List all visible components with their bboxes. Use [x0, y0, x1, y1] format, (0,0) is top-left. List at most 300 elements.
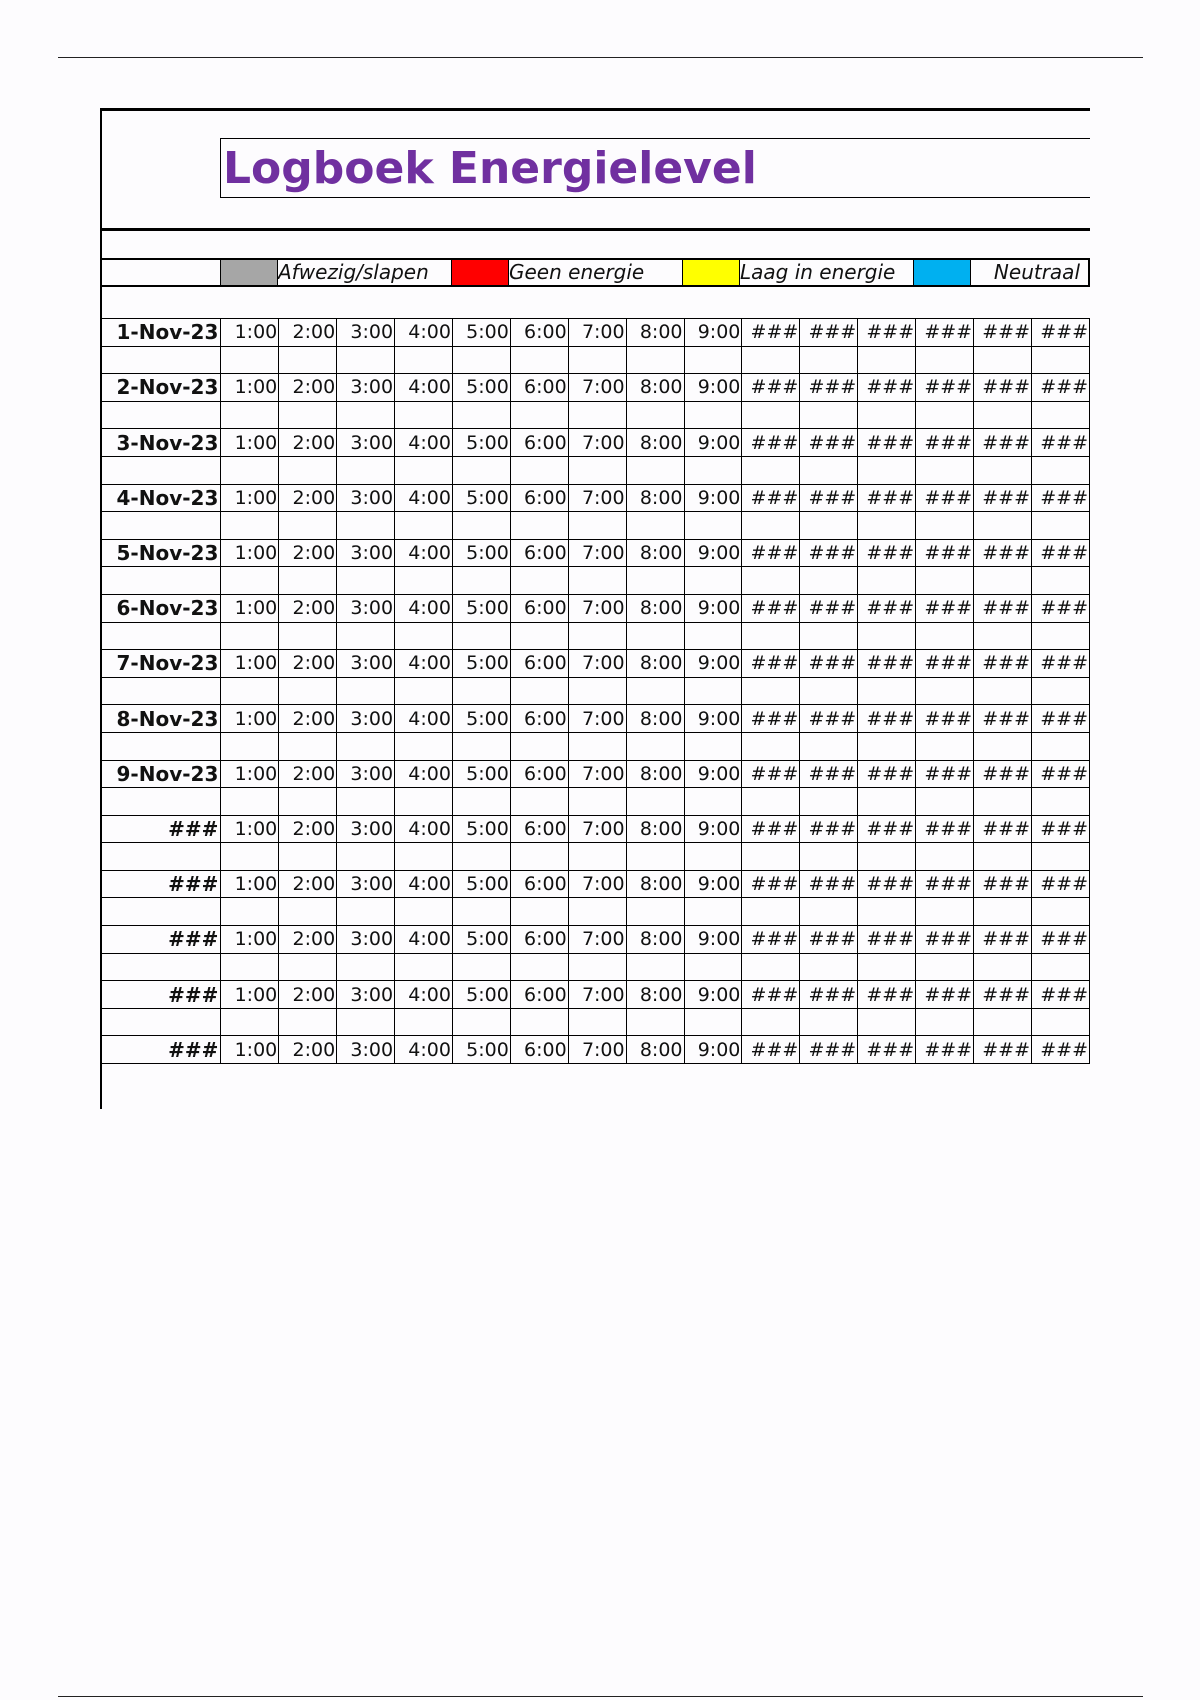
- day-row: [101, 429, 1090, 457]
- energy-cell-absent[interactable]: [452, 788, 510, 816]
- hour-label: ###: [742, 760, 800, 788]
- energy-cell[interactable]: [742, 567, 800, 595]
- energy-cell-absent[interactable]: [452, 512, 510, 540]
- energy-cell-absent[interactable]: [279, 732, 337, 760]
- energy-cell[interactable]: [1032, 843, 1090, 871]
- day-date: 5-Nov-23: [101, 539, 221, 567]
- energy-cell[interactable]: [568, 1008, 626, 1036]
- hour-label: 7:00: [568, 650, 626, 678]
- energy-cell-absent[interactable]: [395, 622, 453, 650]
- energy-cell[interactable]: [626, 567, 684, 595]
- energy-cell[interactable]: [568, 732, 626, 760]
- energy-cell-absent[interactable]: [510, 677, 568, 705]
- energy-cell-absent[interactable]: [510, 346, 568, 374]
- energy-cell[interactable]: [1032, 456, 1090, 484]
- energy-cell-absent[interactable]: [221, 953, 279, 981]
- hour-label: ###: [1032, 374, 1090, 402]
- energy-cell[interactable]: [974, 788, 1032, 816]
- hour-label: 9:00: [684, 429, 742, 457]
- entry-date-spacer: [101, 456, 221, 484]
- energy-cell[interactable]: [974, 622, 1032, 650]
- hour-label: ###: [742, 484, 800, 512]
- hour-label: ###: [800, 484, 858, 512]
- hour-label: ###: [974, 319, 1032, 347]
- energy-cell-absent[interactable]: [395, 788, 453, 816]
- hour-label: 3:00: [337, 594, 395, 622]
- energy-cell-absent[interactable]: [337, 953, 395, 981]
- energy-cell-absent[interactable]: [452, 677, 510, 705]
- energy-cell-absent[interactable]: [279, 1008, 337, 1036]
- energy-cell-absent[interactable]: [395, 732, 453, 760]
- energy-cell-absent[interactable]: [221, 788, 279, 816]
- hour-label: 1:00: [221, 705, 279, 733]
- day-date: ###: [101, 981, 221, 1009]
- hour-label: 3:00: [337, 705, 395, 733]
- energy-cell-absent[interactable]: [337, 898, 395, 926]
- energy-cell[interactable]: [974, 401, 1032, 429]
- energy-cell[interactable]: [742, 953, 800, 981]
- energy-cell-absent[interactable]: [395, 512, 453, 540]
- energy-cell[interactable]: [916, 788, 974, 816]
- energy-entry-row: [101, 512, 1090, 540]
- energy-cell[interactable]: [626, 512, 684, 540]
- hour-label: 1:00: [221, 539, 279, 567]
- title-box: [220, 138, 1090, 198]
- hour-label: 6:00: [510, 484, 568, 512]
- energy-cell[interactable]: [1032, 1008, 1090, 1036]
- energy-cell[interactable]: [916, 898, 974, 926]
- energy-cell-absent[interactable]: [337, 622, 395, 650]
- energy-cell[interactable]: [742, 732, 800, 760]
- energy-cell-absent[interactable]: [337, 456, 395, 484]
- hour-label: 5:00: [452, 374, 510, 402]
- legend-label-absent: Afwezig/slapen: [277, 258, 451, 287]
- hour-label: 3:00: [337, 429, 395, 457]
- hour-label: 1:00: [221, 815, 279, 843]
- energy-cell[interactable]: [742, 512, 800, 540]
- energy-cell[interactable]: [916, 677, 974, 705]
- hour-label: 6:00: [510, 319, 568, 347]
- energy-cell[interactable]: [858, 788, 916, 816]
- energy-cell[interactable]: [568, 346, 626, 374]
- hour-label: ###: [916, 870, 974, 898]
- legend-spacer: [100, 258, 220, 287]
- hour-label: 1:00: [221, 484, 279, 512]
- hour-label: 4:00: [395, 870, 453, 898]
- energy-cell[interactable]: [916, 732, 974, 760]
- hour-label: 9:00: [684, 815, 742, 843]
- hour-label: 1:00: [221, 1036, 279, 1064]
- energy-cell[interactable]: [684, 456, 742, 484]
- energy-cell-absent[interactable]: [452, 1008, 510, 1036]
- page-title: Logboek Energielevel: [223, 143, 757, 194]
- energy-cell[interactable]: [800, 898, 858, 926]
- hour-label: 2:00: [279, 1036, 337, 1064]
- hour-label: 1:00: [221, 319, 279, 347]
- hour-label: ###: [1032, 760, 1090, 788]
- energy-cell[interactable]: [916, 401, 974, 429]
- hour-label: ###: [916, 650, 974, 678]
- energy-cell[interactable]: [974, 1008, 1032, 1036]
- energy-cell-absent[interactable]: [221, 401, 279, 429]
- energy-cell-absent[interactable]: [510, 622, 568, 650]
- hour-label: ###: [742, 981, 800, 1009]
- day-row: [101, 926, 1090, 954]
- energy-cell[interactable]: [626, 346, 684, 374]
- energy-cell[interactable]: [800, 843, 858, 871]
- hour-label: 8:00: [626, 815, 684, 843]
- entry-date-spacer: [101, 401, 221, 429]
- energy-cell[interactable]: [684, 567, 742, 595]
- energy-cell-absent[interactable]: [452, 401, 510, 429]
- energy-cell[interactable]: [858, 677, 916, 705]
- hour-label: ###: [974, 594, 1032, 622]
- energy-cell-absent[interactable]: [279, 953, 337, 981]
- energy-cell-absent[interactable]: [221, 898, 279, 926]
- hour-label: ###: [974, 926, 1032, 954]
- hour-label: ###: [858, 650, 916, 678]
- energy-cell[interactable]: [800, 1008, 858, 1036]
- energy-cell[interactable]: [568, 567, 626, 595]
- energy-cell-absent[interactable]: [279, 622, 337, 650]
- energy-entry-row: [101, 788, 1090, 816]
- energy-cell-absent[interactable]: [279, 567, 337, 595]
- energy-cell[interactable]: [1032, 953, 1090, 981]
- energy-cell-absent[interactable]: [510, 953, 568, 981]
- energy-cell[interactable]: [742, 677, 800, 705]
- energy-cell[interactable]: [742, 843, 800, 871]
- energy-cell[interactable]: [568, 898, 626, 926]
- energy-cell-absent[interactable]: [452, 843, 510, 871]
- energy-cell[interactable]: [800, 346, 858, 374]
- hour-label: 4:00: [395, 594, 453, 622]
- energy-cell-absent[interactable]: [221, 512, 279, 540]
- energy-cell[interactable]: [858, 346, 916, 374]
- day-row: [101, 319, 1090, 347]
- energy-cell-absent[interactable]: [452, 456, 510, 484]
- hour-label: 8:00: [626, 926, 684, 954]
- energy-entry-row: [101, 677, 1090, 705]
- energy-cell[interactable]: [800, 622, 858, 650]
- energy-cell-absent[interactable]: [279, 898, 337, 926]
- hour-label: 1:00: [221, 760, 279, 788]
- energy-cell-absent[interactable]: [395, 567, 453, 595]
- energy-cell[interactable]: [684, 1008, 742, 1036]
- hour-label: ###: [800, 650, 858, 678]
- hour-label: 6:00: [510, 374, 568, 402]
- energy-cell[interactable]: [626, 843, 684, 871]
- day-row: [101, 870, 1090, 898]
- legend-swatch-low-energy: [682, 258, 739, 287]
- energy-cell[interactable]: [626, 953, 684, 981]
- energy-cell[interactable]: [742, 1008, 800, 1036]
- hour-label: 8:00: [626, 319, 684, 347]
- hour-label: ###: [800, 429, 858, 457]
- energy-cell-absent[interactable]: [510, 732, 568, 760]
- hour-label: ###: [974, 650, 1032, 678]
- energy-cell[interactable]: [626, 677, 684, 705]
- energy-cell[interactable]: [626, 898, 684, 926]
- energy-cell-absent[interactable]: [221, 732, 279, 760]
- day-date: ###: [101, 1036, 221, 1064]
- energy-cell[interactable]: [1032, 512, 1090, 540]
- energy-cell[interactable]: [974, 843, 1032, 871]
- energy-cell[interactable]: [858, 732, 916, 760]
- energy-cell-absent[interactable]: [279, 843, 337, 871]
- energy-cell-absent[interactable]: [221, 677, 279, 705]
- energy-cell-absent[interactable]: [510, 843, 568, 871]
- energy-cell[interactable]: [974, 512, 1032, 540]
- energy-cell[interactable]: [800, 732, 858, 760]
- energy-cell[interactable]: [916, 512, 974, 540]
- hour-label: ###: [974, 981, 1032, 1009]
- energy-cell-absent[interactable]: [395, 456, 453, 484]
- hour-label: ###: [742, 650, 800, 678]
- energy-cell-absent[interactable]: [395, 843, 453, 871]
- hour-label: 6:00: [510, 650, 568, 678]
- energy-cell[interactable]: [800, 456, 858, 484]
- energy-cell[interactable]: [858, 953, 916, 981]
- hour-label: 5:00: [452, 1036, 510, 1064]
- energy-cell[interactable]: [800, 401, 858, 429]
- energy-cell[interactable]: [742, 401, 800, 429]
- energy-cell[interactable]: [916, 567, 974, 595]
- energy-cell[interactable]: [800, 788, 858, 816]
- day-row: [101, 705, 1090, 733]
- energy-cell[interactable]: [684, 677, 742, 705]
- hour-label: ###: [800, 705, 858, 733]
- energy-cell[interactable]: [684, 732, 742, 760]
- legend-label-neutral: Neutraal: [970, 258, 1090, 287]
- energy-cell-absent[interactable]: [395, 1008, 453, 1036]
- energy-cell-absent[interactable]: [279, 401, 337, 429]
- energy-cell-absent[interactable]: [510, 401, 568, 429]
- energy-cell[interactable]: [684, 401, 742, 429]
- energy-cell-absent[interactable]: [337, 843, 395, 871]
- energy-cell-absent[interactable]: [337, 567, 395, 595]
- energy-cell[interactable]: [568, 788, 626, 816]
- energy-cell[interactable]: [684, 788, 742, 816]
- energy-cell[interactable]: [684, 512, 742, 540]
- energy-cell[interactable]: [858, 456, 916, 484]
- energy-cell-absent[interactable]: [337, 512, 395, 540]
- energy-cell[interactable]: [916, 622, 974, 650]
- energy-cell[interactable]: [800, 512, 858, 540]
- energy-entry-row: [101, 1008, 1090, 1036]
- hour-label: 5:00: [452, 429, 510, 457]
- energy-cell-absent[interactable]: [279, 512, 337, 540]
- energy-cell-absent[interactable]: [337, 1008, 395, 1036]
- energy-cell[interactable]: [1032, 898, 1090, 926]
- energy-cell-absent[interactable]: [337, 346, 395, 374]
- energy-cell[interactable]: [568, 677, 626, 705]
- energy-cell-absent[interactable]: [452, 346, 510, 374]
- energy-cell[interactable]: [916, 843, 974, 871]
- hour-label: ###: [974, 539, 1032, 567]
- energy-cell[interactable]: [568, 456, 626, 484]
- hour-label: 1:00: [221, 374, 279, 402]
- hour-label: ###: [916, 429, 974, 457]
- day-date: 2-Nov-23: [101, 374, 221, 402]
- energy-cell[interactable]: [974, 346, 1032, 374]
- energy-cell[interactable]: [626, 401, 684, 429]
- sheet-top-border: [100, 108, 1090, 111]
- day-row: [101, 1036, 1090, 1064]
- hour-label: 2:00: [279, 484, 337, 512]
- energy-cell[interactable]: [1032, 677, 1090, 705]
- hour-label: ###: [742, 374, 800, 402]
- hour-label: ###: [858, 705, 916, 733]
- energy-cell-absent[interactable]: [452, 567, 510, 595]
- energy-cell-absent[interactable]: [510, 456, 568, 484]
- hour-label: ###: [858, 374, 916, 402]
- energy-cell[interactable]: [858, 898, 916, 926]
- energy-cell[interactable]: [858, 567, 916, 595]
- energy-cell-absent[interactable]: [337, 788, 395, 816]
- energy-cell[interactable]: [1032, 567, 1090, 595]
- energy-cell[interactable]: [1032, 346, 1090, 374]
- hour-label: 9:00: [684, 981, 742, 1009]
- energy-cell-absent[interactable]: [221, 346, 279, 374]
- energy-cell[interactable]: [974, 732, 1032, 760]
- energy-cell-absent[interactable]: [337, 677, 395, 705]
- hour-label: 2:00: [279, 374, 337, 402]
- energy-cell-absent[interactable]: [221, 1008, 279, 1036]
- hour-label: 9:00: [684, 374, 742, 402]
- hour-label: 6:00: [510, 705, 568, 733]
- hour-label: 7:00: [568, 374, 626, 402]
- energy-cell[interactable]: [568, 512, 626, 540]
- hour-label: 6:00: [510, 760, 568, 788]
- energy-cell-absent[interactable]: [510, 898, 568, 926]
- hour-label: ###: [1032, 594, 1090, 622]
- energy-cell[interactable]: [916, 456, 974, 484]
- energy-cell-absent[interactable]: [452, 622, 510, 650]
- hour-label: 3:00: [337, 484, 395, 512]
- hour-label: 9:00: [684, 594, 742, 622]
- energy-cell-absent[interactable]: [395, 953, 453, 981]
- energy-cell[interactable]: [742, 346, 800, 374]
- legend-label-low-energy: Laag in energie: [739, 258, 913, 287]
- hour-label: 3:00: [337, 319, 395, 347]
- legend-swatch-no-energy: [451, 258, 508, 287]
- energy-cell[interactable]: [626, 622, 684, 650]
- entry-date-spacer: [101, 953, 221, 981]
- energy-cell-absent[interactable]: [337, 401, 395, 429]
- energy-cell-absent[interactable]: [510, 567, 568, 595]
- energy-cell[interactable]: [916, 346, 974, 374]
- energy-cell[interactable]: [742, 788, 800, 816]
- energy-cell[interactable]: [858, 1008, 916, 1036]
- energy-cell[interactable]: [684, 622, 742, 650]
- energy-cell[interactable]: [916, 1008, 974, 1036]
- energy-cell-absent[interactable]: [395, 677, 453, 705]
- energy-cell-absent[interactable]: [279, 788, 337, 816]
- energy-cell[interactable]: [684, 898, 742, 926]
- energy-cell[interactable]: [1032, 401, 1090, 429]
- energy-cell[interactable]: [626, 456, 684, 484]
- energy-cell[interactable]: [858, 622, 916, 650]
- energy-cell-absent[interactable]: [395, 401, 453, 429]
- energy-cell[interactable]: [568, 843, 626, 871]
- hour-label: ###: [974, 374, 1032, 402]
- energy-cell-absent[interactable]: [510, 788, 568, 816]
- energy-cell[interactable]: [684, 953, 742, 981]
- energy-cell[interactable]: [800, 677, 858, 705]
- hour-label: 7:00: [568, 484, 626, 512]
- energy-cell-absent[interactable]: [279, 456, 337, 484]
- energy-cell[interactable]: [742, 622, 800, 650]
- day-row: [101, 981, 1090, 1009]
- energy-cell-absent[interactable]: [510, 1008, 568, 1036]
- hour-label: ###: [800, 319, 858, 347]
- energy-cell[interactable]: [974, 953, 1032, 981]
- energy-cell-absent[interactable]: [279, 677, 337, 705]
- energy-cell[interactable]: [858, 512, 916, 540]
- energy-cell-absent[interactable]: [395, 898, 453, 926]
- energy-cell[interactable]: [1032, 622, 1090, 650]
- energy-cell-absent[interactable]: [510, 512, 568, 540]
- energy-entry-row: [101, 567, 1090, 595]
- energy-cell-absent[interactable]: [221, 843, 279, 871]
- energy-cell[interactable]: [568, 622, 626, 650]
- energy-cell[interactable]: [626, 732, 684, 760]
- day-row: [101, 374, 1090, 402]
- energy-cell[interactable]: [568, 401, 626, 429]
- hour-label: ###: [800, 926, 858, 954]
- hour-label: 8:00: [626, 374, 684, 402]
- energy-cell-absent[interactable]: [279, 346, 337, 374]
- legend: [100, 258, 1090, 287]
- energy-cell-absent[interactable]: [221, 456, 279, 484]
- energy-cell[interactable]: [974, 456, 1032, 484]
- energy-cell[interactable]: [800, 953, 858, 981]
- energy-cell[interactable]: [1032, 788, 1090, 816]
- energy-cell-absent[interactable]: [221, 567, 279, 595]
- energy-cell-absent[interactable]: [337, 732, 395, 760]
- hour-label: 6:00: [510, 594, 568, 622]
- energy-cell-absent[interactable]: [452, 898, 510, 926]
- energy-cell[interactable]: [974, 677, 1032, 705]
- energy-cell[interactable]: [858, 401, 916, 429]
- energy-cell-absent[interactable]: [452, 732, 510, 760]
- hour-label: 9:00: [684, 926, 742, 954]
- energy-cell[interactable]: [626, 1008, 684, 1036]
- hour-label: 3:00: [337, 870, 395, 898]
- energy-cell[interactable]: [858, 843, 916, 871]
- sheet-title-divider: [100, 228, 1090, 231]
- energy-cell[interactable]: [626, 788, 684, 816]
- energy-cell[interactable]: [974, 567, 1032, 595]
- hour-label: 8:00: [626, 870, 684, 898]
- energy-cell[interactable]: [568, 953, 626, 981]
- energy-cell-absent[interactable]: [221, 622, 279, 650]
- energy-cell[interactable]: [684, 843, 742, 871]
- day-date: ###: [101, 815, 221, 843]
- energy-cell[interactable]: [684, 346, 742, 374]
- energy-cell-absent[interactable]: [452, 953, 510, 981]
- energy-cell[interactable]: [974, 898, 1032, 926]
- energy-cell[interactable]: [742, 898, 800, 926]
- hour-label: 1:00: [221, 429, 279, 457]
- hour-label: 9:00: [684, 1036, 742, 1064]
- energy-cell[interactable]: [1032, 732, 1090, 760]
- hour-label: ###: [916, 981, 974, 1009]
- energy-cell[interactable]: [916, 953, 974, 981]
- energy-cell-absent[interactable]: [395, 346, 453, 374]
- energy-cell[interactable]: [742, 456, 800, 484]
- energy-cell[interactable]: [800, 567, 858, 595]
